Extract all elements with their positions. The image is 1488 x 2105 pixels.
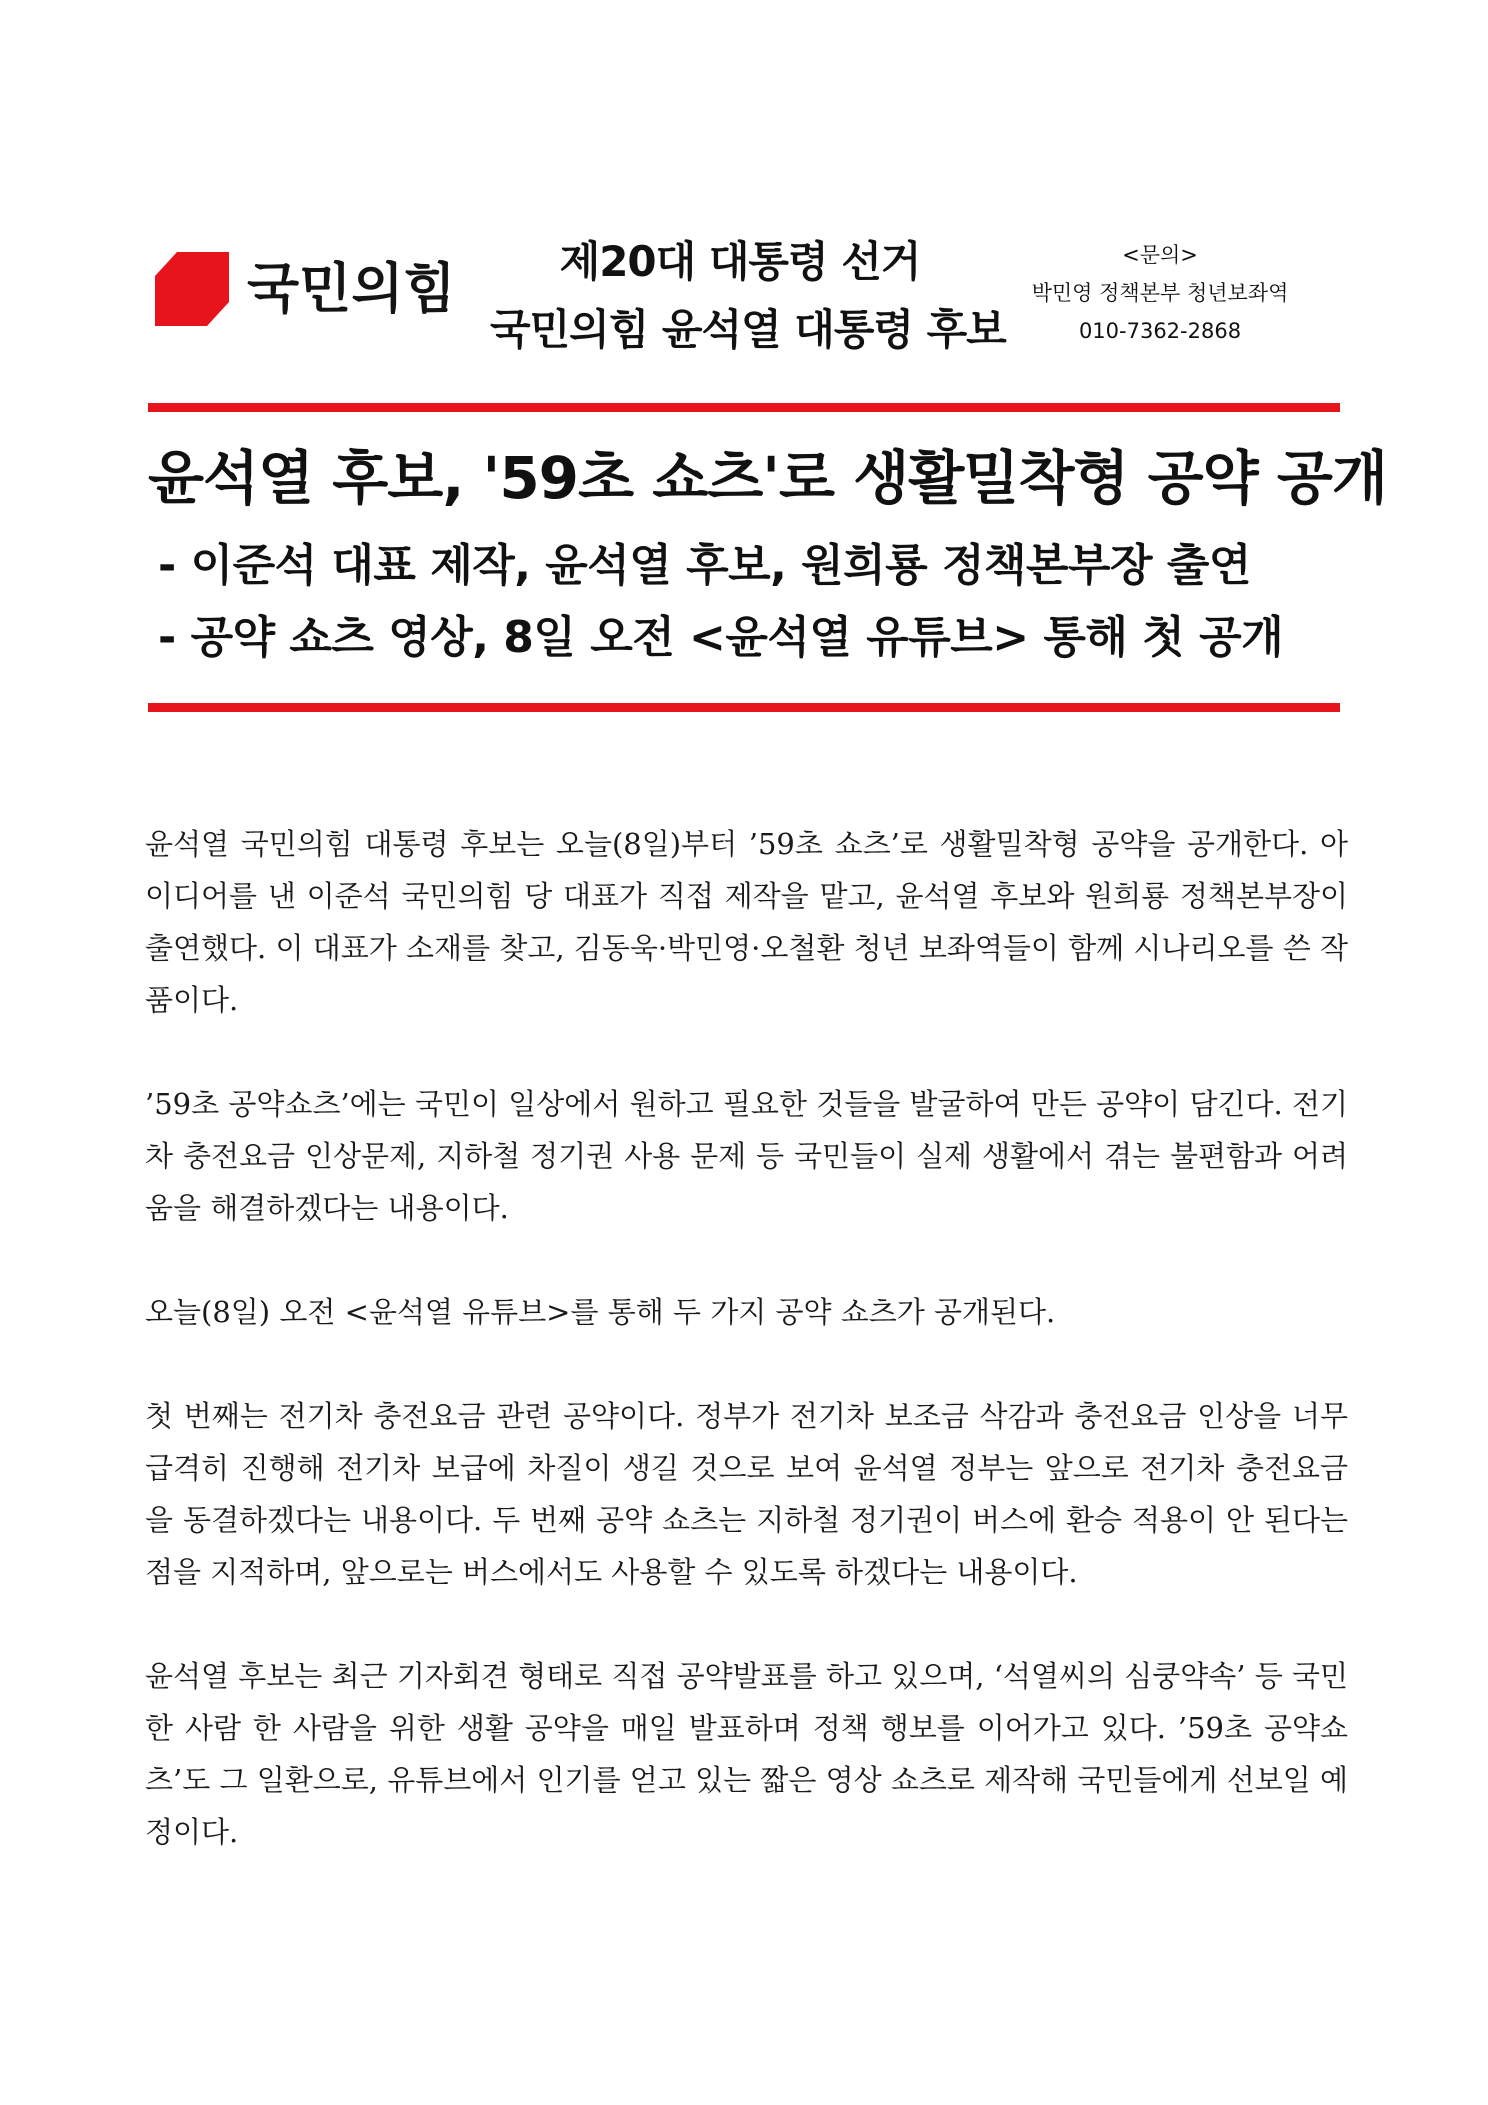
body-paragraph: 윤석열 후보는 최근 기자회견 형태로 직접 공약발표를 하고 있으며, ‘석열씨의 심쿵약속’ 등 국민 한 사람 한 사람을 위한 생활 공약을 매일 발표하며 정책 행보를 이어가고 있다. ’59초 공약쇼츠’도 그 일환으로, 유튜브에서 인기를 얻고 있는 짧은 영상 쇼츠로 제작해 국민들에게 선보일 예정이다. bbox=[145, 1659, 1348, 1849]
party-logo-text: 국민의힘 bbox=[247, 257, 456, 320]
body-paragraph: ’59초 공약쇼츠’에는 국민이 일상에서 원하고 필요한 것들을 발굴하여 만든 공약이 담긴다. 전기차 충전요금 인상문제, 지하철 정기권 사용 문제 등 국민들이 실제 생활에서 겪는 불편함과 어려움을 해결하겠다는 내용이다. bbox=[145, 1087, 1348, 1225]
contact-person: 박민영 정책본부 청년보좌역 bbox=[1031, 281, 1289, 305]
election-line-2: 국민의힘 윤석열 대통령 후보 bbox=[490, 305, 1006, 354]
contact-phone: 010-7362-2868 bbox=[1078, 319, 1242, 343]
headline: 윤석열 후보, '59초 쇼츠'로 생활밀착형 공약 공개 bbox=[148, 444, 1387, 512]
body-paragraph: 윤석열 국민의힘 대통령 후보는 오늘(8일)부터 ’59초 쇼츠’로 생활밀착형 공약을 공개한다. 아이디어를 낸 이준석 국민의힘 당 대표가 직접 제작을 맡고, 윤석열 후보와 원희룡 정책본부장이 출연했다. 이 대표가 소재를 찾고, 김동욱·박민영·오철환 청년 보좌역들이 함께 시나리오를 쓴 작품이다. bbox=[145, 827, 1348, 1017]
election-line-1: 제20대 대통령 선거 bbox=[559, 237, 921, 286]
election-title bbox=[490, 228, 1006, 364]
subheadline: - 이준석 대표 제작, 윤석열 후보, 원희룡 정책본부장 출연 bbox=[158, 540, 1251, 591]
party-logo bbox=[155, 252, 485, 326]
top-divider bbox=[148, 403, 1340, 412]
press-release-body bbox=[145, 818, 1348, 1910]
subheadline: - 공약 쇼츠 영상, 8일 오전 <윤석열 유튜브> 통해 첫 공개 bbox=[158, 612, 1284, 663]
party-logo-icon bbox=[155, 252, 229, 326]
body-paragraph: 첫 번째는 전기차 충전요금 관련 공약이다. 정부가 전기차 보조금 삭감과 충전요금 인상을 너무 급격히 진행해 전기차 보급에 차질이 생길 것으로 보여 윤석열 정부는 앞으로 전기차 충전요금을 동결하겠다는 내용이다. 두 번째 공약 쇼츠는 지하철 정기권이 버스에 환승 적용이 안 된다는 점을 지적하며, 앞으로는 버스에서도 사용할 수 있도록 하겠다는 내용이다. bbox=[145, 1399, 1348, 1589]
body-paragraph: 오늘(8일) 오전 <윤석열 유튜브>를 통해 두 가지 공약 쇼츠가 공개된다. bbox=[145, 1295, 1056, 1329]
subheadlines bbox=[158, 530, 1338, 674]
bottom-divider bbox=[148, 703, 1340, 712]
contact-label: <문의> bbox=[1122, 243, 1198, 267]
contact-info bbox=[990, 236, 1330, 350]
